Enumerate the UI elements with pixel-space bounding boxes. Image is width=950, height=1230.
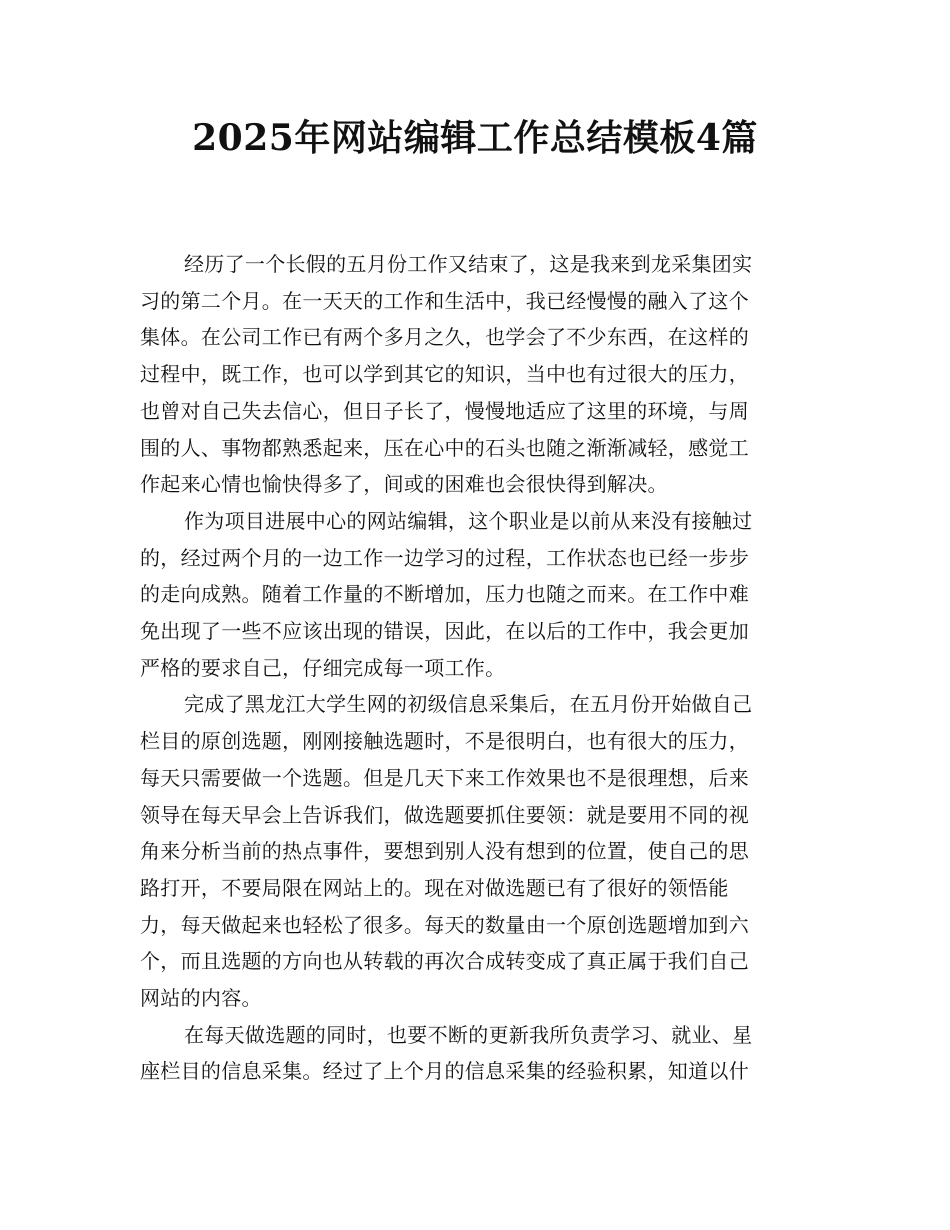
text-line: 围的人、事物都熟悉起来，压在心中的石头也随之渐渐减轻，感觉工 bbox=[140, 435, 749, 460]
text-line: 作为项目进展中心的网站编辑，这个职业是以前从来没有接触过 bbox=[184, 508, 753, 533]
text-line: 免出现了一些不应该出现的错误，因此，在以后的工作中，我会更加 bbox=[140, 619, 749, 644]
text-line: 个，而且选题的方向也从转载的再次合成转变成了真正属于我们自己 bbox=[140, 949, 749, 974]
text-line: 集体。在公司工作已有两个多月之久，也学会了不少东西，在这样的 bbox=[140, 325, 749, 350]
paragraph bbox=[140, 1017, 805, 1090]
text-line: 完成了黑龙江大学生网的初级信息采集后，在五月份开始做自己 bbox=[184, 692, 753, 717]
text-line: 严格的要求自己，仔细完成每一项工作。 bbox=[140, 655, 506, 680]
document-title: 2025年网站编辑工作总结模板4篇 bbox=[192, 117, 758, 159]
text-line: 习的第二个月。在一天天的工作和生活中，我已经慢慢的融入了这个 bbox=[140, 288, 749, 313]
document-body bbox=[140, 246, 805, 1090]
text-line: 每天只需要做一个选题。但是几天下来工作效果也不是很理想，后来 bbox=[140, 765, 749, 790]
text-line: 路打开，不要局限在网站上的。现在对做选题已有了很好的领悟能 bbox=[140, 875, 729, 900]
text-line: 网站的内容。 bbox=[140, 986, 262, 1011]
text-line: 过程中，既工作，也可以学到其它的知识，当中也有过很大的压力， bbox=[140, 362, 749, 387]
text-line: 在每天做选题的同时，也要不断的更新我所负责学习、就业、星 bbox=[184, 1022, 753, 1047]
text-line: 力，每天做起来也轻松了很多。每天的数量由一个原创选题增加到六 bbox=[140, 912, 749, 937]
text-line: 的，经过两个月的一边工作一边学习的过程，工作状态也已经一步步 bbox=[140, 545, 749, 570]
paragraph bbox=[140, 503, 805, 687]
text-line: 角来分析当前的热点事件，要想到别人没有想到的位置，使自己的思 bbox=[140, 839, 749, 864]
text-line: 作起来心情也愉快得多了，间或的困难也会很快得到解决。 bbox=[140, 472, 668, 497]
paragraph bbox=[140, 686, 805, 1016]
text-line: 也曾对自己失去信心，但日子长了，慢慢地适应了这里的环境，与周 bbox=[140, 398, 749, 423]
text-line: 领导在每天早会上告诉我们，做选题要抓住要领：就是要用不同的视 bbox=[140, 802, 749, 827]
text-line: 的走向成熟。随着工作量的不断增加，压力也随之而来。在工作中难 bbox=[140, 582, 749, 607]
text-line: 座栏目的信息采集。经过了上个月的信息采集的经验积累，知道以什 bbox=[140, 1059, 749, 1084]
text-line: 栏目的原创选题，刚刚接触选题时，不是很明白，也有很大的压力， bbox=[140, 729, 749, 754]
paragraph bbox=[140, 246, 805, 503]
text-line: 经历了一个长假的五月份工作又结束了，这是我来到龙采集团实 bbox=[184, 252, 753, 276]
